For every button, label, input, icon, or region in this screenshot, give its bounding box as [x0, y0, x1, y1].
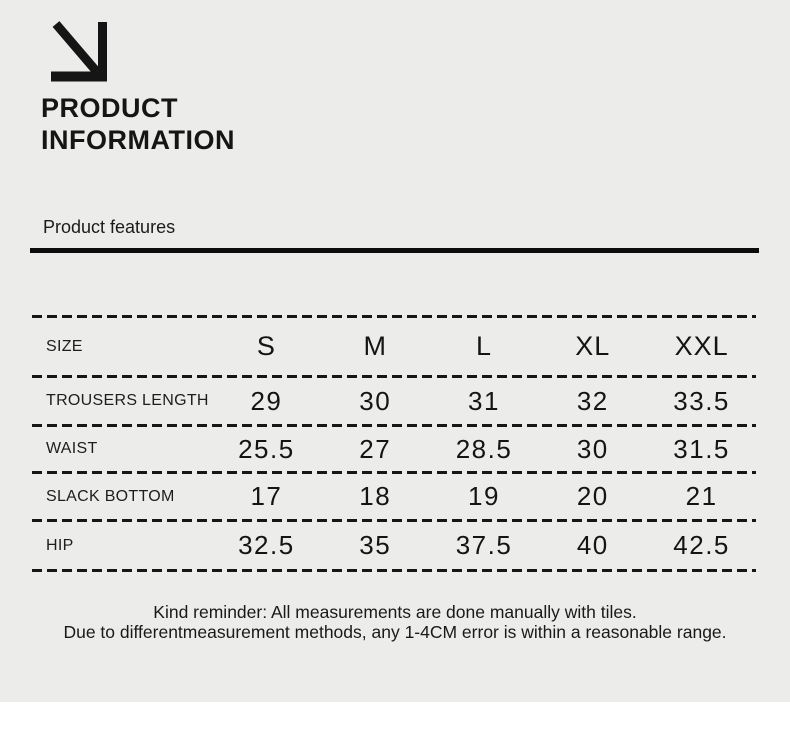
- measurement-value: 31: [468, 385, 500, 416]
- page-title: [41, 92, 235, 156]
- size-col-s: S: [256, 331, 276, 361]
- measurement-value: 25.5: [238, 433, 295, 464]
- reminder-text: [0, 602, 790, 642]
- size-chart-row-slack-bottom: [32, 474, 756, 519]
- measurement-value: 21: [685, 481, 718, 511]
- size-col-m: M: [363, 331, 387, 361]
- reminder-line-2: Due to differentmeasurement methods, any 1-4CM error is within a reasonable range.: [63, 622, 727, 642]
- size-chart-row-hip: [32, 522, 756, 569]
- section-rule: [30, 248, 759, 253]
- measurement-value: 33.5: [673, 385, 730, 416]
- size-col-xl: XL: [575, 331, 611, 361]
- measurement-value: 30: [576, 433, 609, 464]
- measurement-value: 27: [359, 433, 392, 464]
- measurement-value: 18: [359, 481, 392, 511]
- dashed-divider: [32, 569, 756, 572]
- row-label: HIP: [46, 536, 74, 554]
- page-title-line-1: PRODUCT: [41, 93, 178, 123]
- measurement-value: 31.5: [673, 433, 730, 464]
- size-chart-row-waist: [32, 427, 756, 471]
- size-chart-header-row: [32, 318, 756, 375]
- page-title-line-2: INFORMATION: [41, 125, 235, 155]
- size-col-l: L: [475, 331, 492, 361]
- measurement-value: 37.5: [455, 530, 513, 560]
- size-chart-table: [32, 315, 756, 572]
- size-col-xxl: XXL: [674, 331, 729, 361]
- reminder-line-1: Kind reminder: All measurements are done manually with tiles.: [153, 602, 637, 622]
- row-label: SLACK BOTTOM: [46, 487, 175, 505]
- measurement-value: 32: [576, 385, 609, 416]
- size-chart-row-trousers-length: [32, 378, 756, 424]
- row-label: TROUSERS LENGTH: [46, 392, 209, 409]
- measurement-value: 32.5: [238, 530, 295, 560]
- measurement-value: 35: [359, 530, 392, 560]
- measurement-value: 30: [359, 385, 392, 416]
- size-header-label: SIZE: [46, 337, 83, 355]
- measurement-value: 17: [250, 481, 283, 511]
- measurement-value: 20: [576, 481, 609, 511]
- measurement-value: 19: [468, 481, 500, 511]
- row-label: WAIST: [46, 440, 98, 457]
- arrow-down-right-icon: [48, 14, 110, 84]
- measurement-value: 29: [250, 385, 283, 416]
- measurement-value: 40: [576, 530, 609, 560]
- measurement-value: 42.5: [673, 530, 730, 560]
- section-label: Product features: [43, 217, 176, 237]
- measurement-value: 28.5: [455, 433, 513, 464]
